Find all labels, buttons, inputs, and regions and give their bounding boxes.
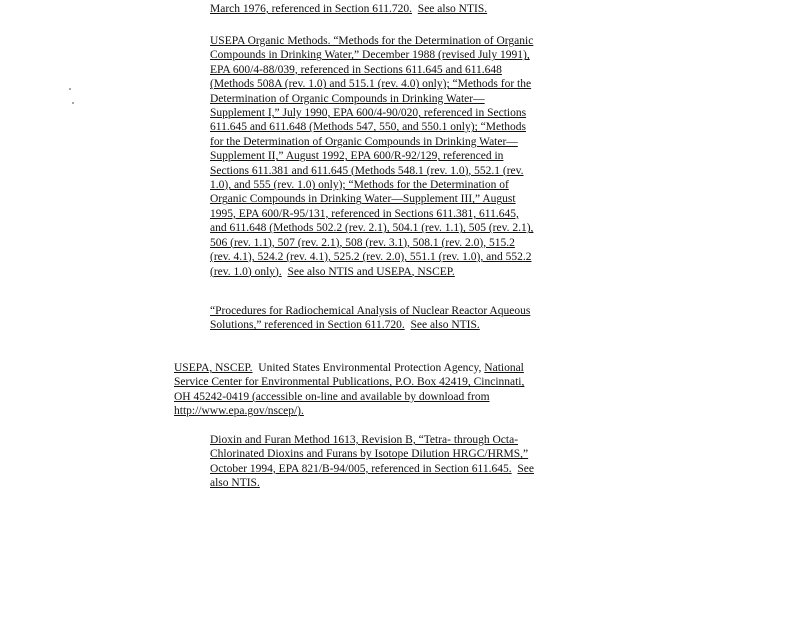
reference-text: National Service Center for Environmental Publications, P.O. Box 42419, Cincinnati, OH 45242-0419 (accessible on-line and available by download from http://www.epa.gov/nscep/). [174,362,525,418]
scan-speck [72,102,74,104]
reference-text: “Methods for the Determination of Organic Compounds in Drinking Water—Supplement II,” August 1992, EPA 600/R-92/129, referenced in Sections 611.381 and 611.645 (Methods 548.1 (rev. 1.0), 552.1 (rev. 1.0), and 555 (rev. 1.0) only); [210,121,527,192]
reference-text: Dioxin and Furan Method 1613, Revision B, “Tetra- through Octa-Chlorinated Dioxins and Furans by Isotope Dilution HRGC/HRMS,” October 1994, EPA 821/B-94/005, referenced in Section 611.645. [210,434,529,475]
scan-speck [69,88,71,90]
reference-text: USEPA Organic Methods. “Methods for the Determination of Organic Compounds in Drinking Water,” December 1988 (revised July 1991), EPA 600/4-88/039, referenced in Sections 611.645 and 611.648 (Methods 508A (rev. 1.0) and 515.1 (rev. 4.0) only); [210,35,534,91]
reference-fragment-top [210,2,534,16]
see-also-link: See also NTIS. [417,3,488,15]
reference-heading: USEPA, NSCEP. [174,362,253,374]
reference-radiochemical [210,304,534,333]
reference-dioxin-furan [210,433,534,491]
reference-text: United States Environmental Protection Agency, [252,362,485,374]
reference-text: “Methods for the Determination of Organic Compounds in Drinking Water—Supplement III,” August 1995, EPA 600/R-95/131, referenced in Sections 611.381, 611.645, and 611.648 (Methods 502.2 (rev. 2.1), 504.1 (rev. 1.1), 505 (rev. 2.1), 506 (rev. 1.1), 507 (rev. 2.1), 508 (rev. 3.1), 508.1 (rev. 2.0), 515.2 (rev. 4.1), 524.2 (rev. 4.1), 525.2 (rev. 2.0), 551.1 (rev. 1.0), and 552.2 (rev. 1.0) only). [210,179,534,278]
reference-text: “Methods for the Determination of Organic Compounds in Drinking Water—Supplement I,” July 1990, EPA 600/4-90/020, referenced in Sections 611.645 and 611.648 (Methods 547, 550, and 550.1 only); [210,78,532,134]
reference-text: March 1976, referenced in Section 611.720. [210,3,413,15]
see-also-link: See also NTIS and USEPA, NSCEP. [287,265,455,278]
reference-usepa-organic-methods [210,34,534,279]
see-also-link: See also NTIS. [410,319,480,332]
reference-text: “Procedures for Radiochemical Analysis of Nuclear Reactor Aqueous Solutions,” referenced in Section 611.720. [210,305,531,332]
see-also-link: See also NTIS. [210,462,534,490]
reference-usepa-nscep [174,361,534,419]
